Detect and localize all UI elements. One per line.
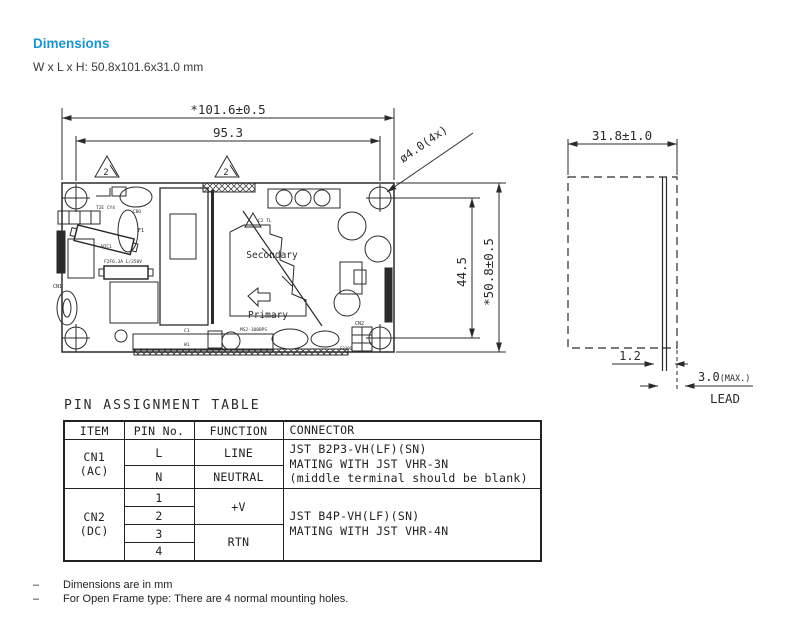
heatsink-hatch <box>203 183 255 192</box>
dim-lead-value: 3.0 <box>698 370 720 384</box>
lead-label: LEAD <box>709 391 741 406</box>
label-f2: F2F6.3A L/250V <box>104 260 142 265</box>
capacitor <box>338 212 366 240</box>
dim-length: *101.6±0.5 <box>190 102 266 117</box>
dim-hole-pitch-x: 95.3 <box>212 125 244 140</box>
cn1-item-cell <box>64 440 124 489</box>
secondary-heatsink-outline <box>230 225 306 316</box>
edge-hatch <box>134 349 348 355</box>
cn1-connector <box>57 291 77 325</box>
isolation-line <box>243 211 322 326</box>
cn2-pin-1: 1 <box>124 489 194 507</box>
note-marker-2: 2 <box>223 168 229 178</box>
cn1-fn-neutral: NEUTRAL <box>194 466 283 489</box>
dim-pcb-thickness: 1.2 <box>619 349 641 363</box>
footnotes <box>33 578 348 606</box>
col-header-pin: PIN No. <box>124 421 194 440</box>
arrow-mark <box>248 288 270 306</box>
cn1-conn-line1: JST B2P3-VH(LF)(SN) <box>289 441 427 456</box>
component-envelope <box>568 177 677 348</box>
cn1-fn-line: LINE <box>194 440 283 466</box>
cn2-item-line1: CN2 <box>83 510 106 525</box>
cn1-item-line2: (AC) <box>79 464 109 478</box>
cn2-fn-rtn: RTN <box>194 525 283 561</box>
transformer <box>160 188 213 325</box>
col-header-connector: CONNECTOR <box>283 421 541 440</box>
cn1-conn-line2: MATING WITH JST VHR-3N <box>289 456 449 471</box>
cn1-connector-cell <box>283 440 541 489</box>
table-header-row <box>64 421 541 440</box>
cn2-connector-cell <box>283 489 541 561</box>
secondary-label: Secondary <box>246 250 298 261</box>
hole-callout: ø4.0(4x) <box>396 122 451 166</box>
label-t2e: T2E CY4 <box>96 206 115 211</box>
footnote-line <box>33 592 348 606</box>
footnote-line <box>33 578 348 592</box>
cn2-fn-pos: +V <box>194 489 283 525</box>
dim-height: 31.8±1.0 <box>591 128 653 143</box>
section-heading: Dimensions <box>33 36 110 51</box>
label-cn1: CN1 <box>53 284 63 290</box>
table-row <box>64 489 541 507</box>
cn2-item-cell <box>64 489 124 561</box>
pin-table-title: PIN ASSIGNMENT TABLE <box>64 398 261 413</box>
table-row <box>64 440 541 466</box>
mounting-hole <box>62 324 90 352</box>
cn2-pin-2: 2 <box>124 507 194 525</box>
footnote-text-1: Dimensions are in mm <box>63 579 173 591</box>
cn2-conn-line1: JST B4P-VH(LF)(SN) <box>289 509 420 524</box>
mounting-hole <box>366 184 394 212</box>
label-model: MS2-100BPS <box>240 328 268 333</box>
cn2-pin-3: 3 <box>124 525 194 543</box>
dc-output-components <box>208 212 392 351</box>
cn1-item-line1: CN1 <box>83 450 106 464</box>
dim-lead-suffix: (MAX.) <box>719 374 751 384</box>
mounting-hole <box>62 184 90 212</box>
capacitor <box>365 236 391 262</box>
footnote-text-2: For Open Frame type: There are 4 normal mounting holes. <box>63 593 349 605</box>
primary-label: Primary <box>247 310 289 321</box>
dim-lead-max <box>698 370 750 384</box>
mounting-hole <box>366 324 394 352</box>
cn1-conn-line3: (middle terminal should be blank) <box>289 471 528 486</box>
cn1-pin-n: N <box>124 466 194 489</box>
label-c2tl: C2 TL <box>258 219 272 224</box>
dim-width: *50.8±0.5 <box>481 238 496 306</box>
label-f3106: F3106 <box>340 346 353 351</box>
col-header-item: ITEM <box>64 421 124 440</box>
label-w1: W1 <box>184 343 190 348</box>
label-ntc: NTC1 <box>101 245 112 250</box>
cn2-conn-line2: MATING WITH JST VHR-4N <box>289 524 449 539</box>
pcb-side-view <box>568 177 677 371</box>
label-c1: C1 <box>184 329 190 334</box>
label-cn2: CN2 <box>355 321 365 327</box>
note-marker-1: 2 <box>103 168 109 178</box>
note-triangles <box>95 156 239 177</box>
col-header-function: FUNCTION <box>194 421 283 440</box>
label-f1: F1 <box>138 228 145 234</box>
footnote-dash: – <box>33 593 40 605</box>
dim-hole-pitch-y: 44.5 <box>454 256 469 288</box>
cn1-pin-l: L <box>124 440 194 466</box>
label-cbo: CBO <box>133 210 142 215</box>
pin-assignment-table <box>63 420 542 562</box>
size-spec-line: W x L x H: 50.8x101.6x31.0 mm <box>33 60 204 74</box>
footnote-dash: – <box>33 579 40 591</box>
cn2-pin-4: 4 <box>124 543 194 561</box>
cn2-item-line2: (DC) <box>79 524 109 539</box>
